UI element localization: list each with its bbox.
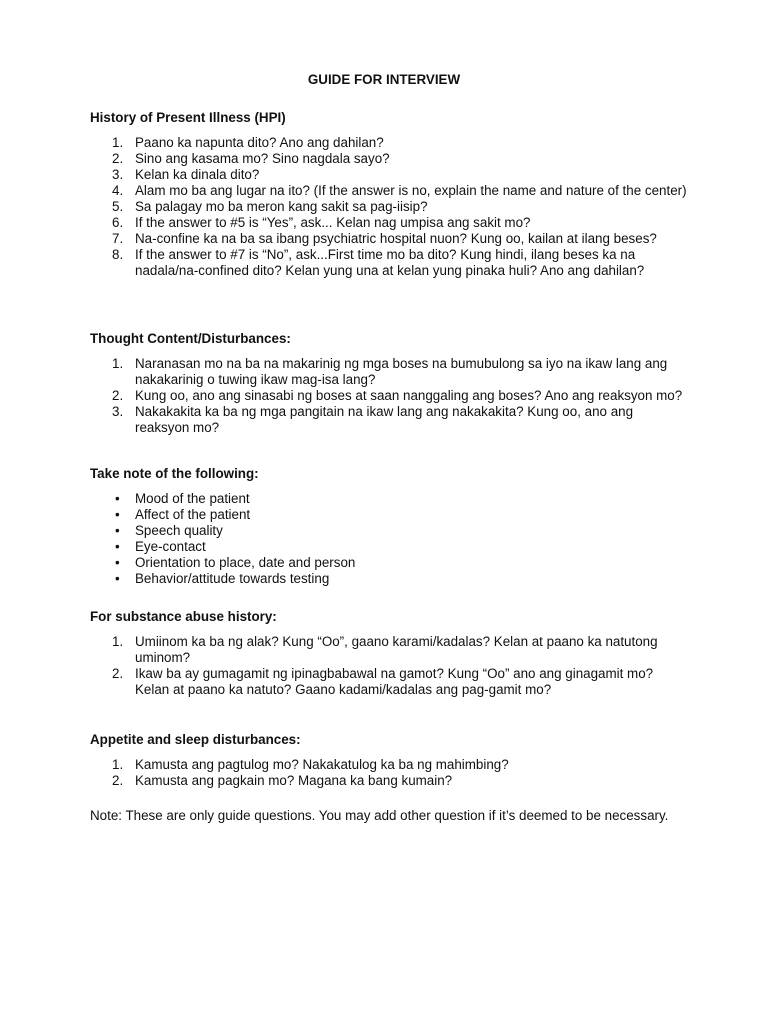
item-number: 4. bbox=[112, 183, 124, 198]
list-item bbox=[90, 404, 690, 436]
item-text: Kamusta ang pagkain mo? Magana ka bang kumain? bbox=[135, 773, 453, 788]
bullet-item bbox=[90, 523, 690, 539]
item-text: Kelan ka dinala dito? bbox=[135, 167, 260, 182]
item-text: Na-confine ka na ba sa ibang psychiatric hospital nuon? Kung oo, kailan at ilang beses? bbox=[135, 231, 657, 246]
item-text: Ikaw ba ay gumagamit ng ipinagbabawal na gamot? Kung “Oo” ano ang ginagamit mo? Kelan at paano ka natuto? Gaano kadami/kadalas ang pag-gamit mo? bbox=[135, 666, 654, 697]
item-text: Kung oo, ano ang sinasabi ng boses at saan nanggaling ang boses? Ano ang reaksyon mo? bbox=[135, 388, 683, 403]
bullet-item bbox=[90, 491, 690, 507]
item-number: 6. bbox=[112, 215, 124, 230]
list-item bbox=[90, 757, 690, 773]
section-take-note bbox=[90, 466, 690, 587]
list-item bbox=[90, 167, 690, 183]
list-item bbox=[90, 183, 690, 199]
bullet-icon: • bbox=[115, 571, 120, 586]
list-item bbox=[90, 215, 690, 231]
thought-list bbox=[90, 356, 690, 436]
item-text: Speech quality bbox=[135, 523, 223, 538]
list-item bbox=[90, 666, 690, 698]
item-text: Umiinom ka ba ng alak? Kung “Oo”, gaano karami/kadalas? Kelan at paano ka natutong uminom? bbox=[135, 634, 658, 665]
item-number: 3. bbox=[112, 167, 124, 182]
item-number: 1. bbox=[112, 356, 124, 371]
bullet-icon: • bbox=[115, 539, 120, 554]
item-text: Sa palagay mo ba meron kang sakit sa pag-iisip? bbox=[135, 199, 428, 214]
bullet-item bbox=[90, 539, 690, 555]
take-note-list bbox=[90, 491, 690, 587]
item-text: Nakakakita ka ba ng mga pangitain na ikaw lang ang nakakakita? Kung oo, ano ang reaksyon mo? bbox=[135, 404, 634, 435]
section-hpi bbox=[90, 110, 690, 279]
item-text: Sino ang kasama mo? Sino nagdala sayo? bbox=[135, 151, 390, 166]
item-number: 2. bbox=[112, 773, 124, 788]
list-item bbox=[90, 231, 690, 247]
section-heading-appetite-sleep: Appetite and sleep disturbances: bbox=[90, 732, 301, 747]
item-text: If the answer to #5 is “Yes”, ask... Kelan nag umpisa ang sakit mo? bbox=[135, 215, 531, 230]
hpi-list bbox=[90, 135, 690, 279]
section-heading-substance-abuse: For substance abuse history: bbox=[90, 609, 277, 624]
bullet-icon: • bbox=[115, 523, 120, 538]
item-number: 2. bbox=[112, 388, 124, 403]
item-number: 8. bbox=[112, 247, 124, 262]
item-text: Naranasan mo na ba na makarinig ng mga boses na bumubulong sa iyo na ikaw lang ang nakakarinig o tuwing ikaw mag-isa lang? bbox=[135, 356, 668, 387]
section-heading-thought-content: Thought Content/Disturbances: bbox=[90, 331, 291, 346]
list-item bbox=[90, 199, 690, 215]
bullet-icon: • bbox=[115, 555, 120, 570]
item-text: If the answer to #7 is “No”, ask...First time mo ba dito? Kung hindi, ilang beses ka na nadala/na-confined dito? Kelan yung una at kelan yung pinaka huli? Ano ang dahilan? bbox=[135, 247, 645, 278]
list-item bbox=[90, 151, 690, 167]
document-title: GUIDE FOR INTERVIEW bbox=[307, 72, 461, 87]
item-text: Alam mo ba ang lugar na ito? (If the answer is no, explain the name and nature of the center) bbox=[135, 183, 687, 198]
item-number: 1. bbox=[112, 757, 124, 772]
list-item bbox=[90, 135, 690, 151]
list-item bbox=[90, 773, 690, 789]
item-text: Behavior/attitude towards testing bbox=[135, 571, 330, 586]
item-number: 5. bbox=[112, 199, 124, 214]
section-heading-take-note: Take note of the following: bbox=[90, 466, 259, 481]
section-thought-content bbox=[90, 331, 690, 436]
closing-note: Note: These are only guide questions. You may add other question if it’s deemed to be necessary. bbox=[90, 808, 669, 823]
item-number: 1. bbox=[112, 135, 124, 150]
item-text: Affect of the patient bbox=[135, 507, 251, 522]
item-text: Kamusta ang pagtulog mo? Nakakatulog ka ba ng mahimbing? bbox=[135, 757, 509, 772]
list-item bbox=[90, 634, 690, 666]
bullet-icon: • bbox=[115, 491, 120, 506]
list-item bbox=[90, 247, 690, 279]
item-number: 1. bbox=[112, 634, 124, 649]
item-text: Paano ka napunta dito? Ano ang dahilan? bbox=[135, 135, 384, 150]
item-number: 2. bbox=[112, 151, 124, 166]
section-appetite-sleep bbox=[90, 732, 690, 789]
item-number: 3. bbox=[112, 404, 124, 419]
item-number: 7. bbox=[112, 231, 124, 246]
item-text: Mood of the patient bbox=[135, 491, 250, 506]
substance-list bbox=[90, 634, 690, 698]
bullet-icon: • bbox=[115, 507, 120, 522]
item-number: 2. bbox=[112, 666, 124, 681]
bullet-item bbox=[90, 571, 690, 587]
item-text: Eye-contact bbox=[135, 539, 206, 554]
item-text: Orientation to place, date and person bbox=[135, 555, 356, 570]
list-item bbox=[90, 356, 690, 388]
bullet-item bbox=[90, 555, 690, 571]
appetite-list bbox=[90, 757, 690, 789]
section-substance-abuse bbox=[90, 609, 690, 698]
bullet-item bbox=[90, 507, 690, 523]
section-heading-hpi: History of Present Illness (HPI) bbox=[90, 110, 286, 125]
list-item bbox=[90, 388, 690, 404]
